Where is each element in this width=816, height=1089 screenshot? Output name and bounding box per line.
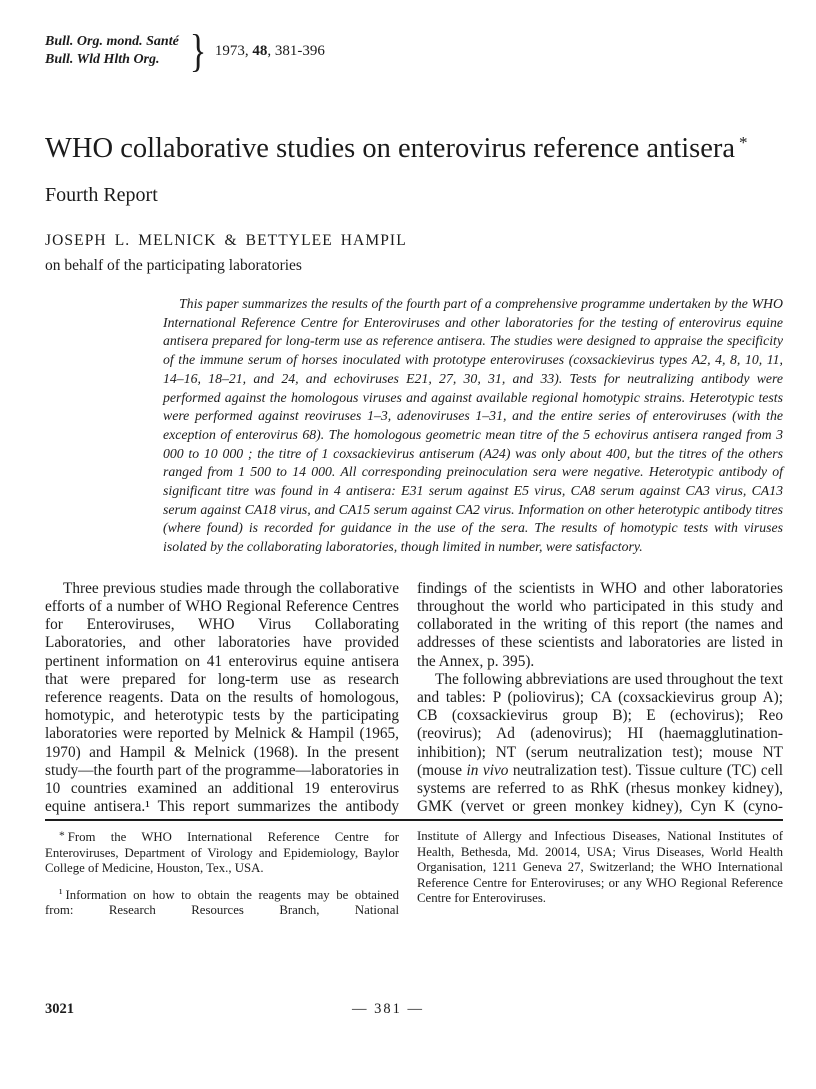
footnote-one-marker: ¹ [59,887,63,900]
brace-glyph: } [189,25,207,76]
footnote-star-marker: * [59,830,65,843]
abbreviations-text: The following abbreviations are used throughout the text and tables: P (poliovirus); CA (coxsackievirus group A); CB (coxsackievirus group B); E (echovirus); Reo (reovirus); Ad (adenovirus); HI (haemagglutination-inhibition); NT (serum neutralization test); mouse NT (mouse [417,670,783,779]
body-paragraph-1-continued: findings of the scientists in WHO and other laboratories throughout the world who participated in this study and collaborated in the writing of this report (the names and addresses of these scientists and laboratories are listed in the Annex, p. 395). [417,579,783,670]
abstract: This paper summarizes the results of the fourth part of a comprehensive programme undertaken by the WHO International Reference Centre for Enteroviruses and other laboratories for the testing of enterovirus equine antisera prepared for long-term use as reference antisera. The studies were designed to appraise the specificity of the immune serum of horses inoculated with prototype enteroviruses (coxsackievirus types A2, 4, 8, 10, 11, 14–16, 18–21, and 24, and echoviruses E21, 27, 30, 31, and 33). Tests for neutralizing antibody were performed against the homologous viruses and against available regional homotypic strains. Heterotypic tests were performed against reoviruses 1–3, adenoviruses 1–31, and the entire series of enteroviruses (with the exception of enterovirus 68). The homologous geometric mean titre of the 5 echovirus antisera ranged from 3 000 to 10 000 ; the titre of 1 coxsackievirus antiserum (A24) was only about 400, but the titres of the others ranged from 1 500 to 14 000. All corresponding preinoculation sera were negative. Heterotypic antibody of significant titre was found in 4 antisera: E31 serum against E5 virus, CA8 serum against CA3 virus, CA13 serum against CA18 virus, and CA15 serum against CA2 virus. Information on other heterotypic antibody titres (where found) is recorded for guidance in the use of the sera. The results of homotypic tests with viruses isolated by the collaborating laboratories, though limited in number, were satisfactory. [163,296,783,555]
journal-names [45,33,179,69]
article-title [45,123,783,168]
author-affiliation-note: on behalf of the participating laboratories [45,257,302,274]
journal-masthead [45,25,783,76]
footnote-star-text: From the WHO International Reference Centre for Enteroviruses, Department of Virology and Epidemiology, Baylor College of Medicine, Houston, Tex., USA. [45,830,399,876]
footnote-one-text: Information on how to obtain the reagents may be obtained from: Research Resources Branch, National [45,887,399,918]
footnotes [45,829,783,918]
page-number: — 381 — [352,1001,424,1017]
body-paragraph-1: Three previous studies made through the collaborative efforts of a number of WHO Regional Reference Centres for Enteroviruses, WHO Virus Collaborating Laboratories, and other laboratories have provided pertinent information on 41 enterovirus equine antisera that were prepared for long-term use as research reference reagents. Data on the results of homologous, homotypic, and heterotypic tests by the participating laboratories were reported by Melnick & Hampil (1965, 1970) and Hampil & Melnick (1968). In the present study—the fourth part of the programme—laboratories in 10 countries examined an additional 19 enterovirus equine antisera.¹ This report summarizes the antibody [45,579,399,816]
citation-volume: 48 [252,42,268,59]
author-names: JOSEPH L. MELNICK & BETTYLEE HAMPIL [45,232,407,249]
footnote-column-left [45,829,399,918]
footnote-star [45,829,399,876]
journal-name-english: Bull. Wld Hlth Org. [45,52,160,67]
body-column-left [45,580,399,817]
journal-name-french: Bull. Org. mond. Santé [45,34,179,49]
footnote-column-right [417,829,783,918]
title-footnote-marker: * [739,133,748,152]
body-paragraph-2 [417,671,783,817]
abbreviations-text-continued: neutralization test). Tissue culture (TC) cell systems are referred to as RhK (rhesus monkey kidney), GMK (vervet or green monkey kidney), Cyn K (cyno- [417,761,784,816]
footnote-one-continued: Institute of Allergy and Infectious Diseases, National Institutes of Health, Bethesda, Md. 20014, USA; Virus Diseases, World Health Organisation, 1211 Geneva 27, Switzerland; the WHO International Reference Centre for Enteroviruses; or any WHO Regional Reference Centre for Enteroviruses. [417,829,783,906]
journal-citation [215,43,325,60]
article-title-text: WHO collaborative studies on enterovirus reference antisera [45,133,736,164]
body-columns [45,580,783,817]
printer-signature: 3021 [45,1001,74,1017]
citation-pages: , 381-396 [267,42,325,59]
citation-year: 1973, [214,42,253,59]
footnote-one [45,887,399,919]
body-column-right [417,580,783,817]
in-vivo-latin-phrase: in vivo [466,761,509,779]
report-subtitle: Fourth Report [45,184,158,206]
footnote-rule [45,819,783,821]
